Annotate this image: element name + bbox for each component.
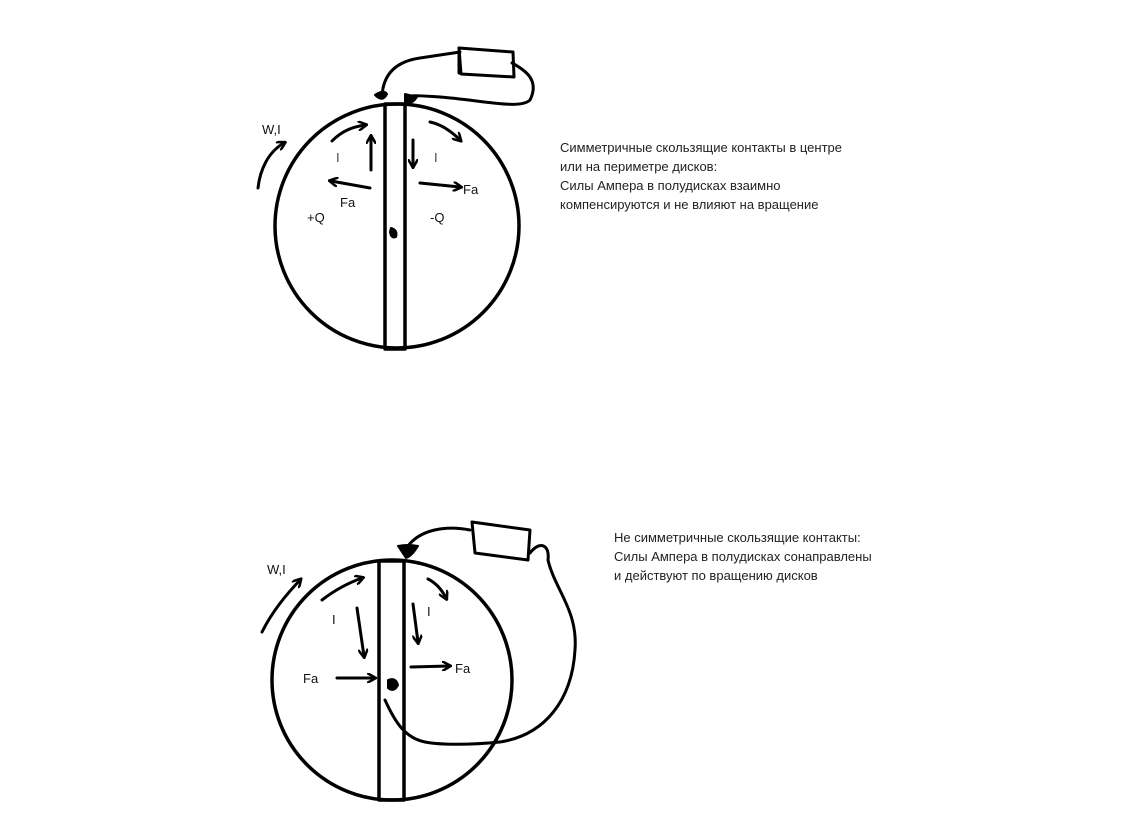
bottom-current-label-right: I bbox=[427, 604, 431, 619]
bottom-power-source bbox=[472, 522, 530, 560]
bottom-note-line: Силы Ампера в полудисках сонаправлены bbox=[614, 549, 872, 564]
bottom-rim-arrow-right bbox=[428, 579, 446, 598]
top-divider-strip bbox=[385, 104, 405, 349]
top-center-contact bbox=[390, 228, 396, 237]
top-charge-label-right: -Q bbox=[430, 210, 445, 225]
top-force-label-right: Fa bbox=[463, 182, 479, 197]
top-disk bbox=[275, 104, 519, 348]
top-current-label-left: I bbox=[336, 150, 340, 165]
top-force-arrow-left bbox=[331, 181, 370, 188]
bottom-diagram bbox=[262, 522, 575, 800]
top-note-line: Силы Ампера в полудисках взаимно bbox=[560, 178, 781, 193]
bottom-note-line: Не симметричные скользящие контакты: bbox=[614, 530, 861, 545]
top-power-source bbox=[459, 48, 514, 77]
bottom-rotation-label: W,I bbox=[267, 562, 286, 577]
top-diagram bbox=[258, 48, 533, 349]
bottom-rim-arrow-left bbox=[322, 578, 362, 600]
bottom-note-line: и действуют по вращению дисков bbox=[614, 568, 818, 583]
bottom-center-contact bbox=[388, 679, 398, 690]
bottom-force-arrow-right bbox=[411, 666, 449, 667]
top-rim-arrow-left bbox=[332, 125, 365, 141]
bottom-current-arrow-left bbox=[357, 608, 364, 656]
top-note-line: или на периметре дисков: bbox=[560, 159, 718, 174]
bottom-current-label-left: I bbox=[332, 612, 336, 627]
top-force-label-left: Fa bbox=[340, 195, 356, 210]
top-note-line: компенсируются и не влияют на вращение bbox=[560, 197, 819, 212]
top-current-label-right: I bbox=[434, 150, 438, 165]
top-force-arrow-right bbox=[420, 183, 460, 187]
bottom-current-arrow-right bbox=[413, 604, 418, 642]
bottom-rotation-arrow bbox=[262, 580, 300, 632]
top-rim-arrow-right bbox=[430, 122, 460, 140]
top-note bbox=[560, 138, 842, 214]
top-note-line: Симметричные скользящие контакты в центре bbox=[560, 140, 843, 155]
top-charge-label-left: +Q bbox=[307, 210, 325, 225]
bottom-force-label-right: Fa bbox=[455, 661, 471, 676]
top-rotation-arrow bbox=[258, 143, 284, 188]
bottom-force-label-left: Fa bbox=[303, 671, 319, 686]
bottom-note bbox=[614, 528, 872, 585]
top-rotation-label: W,I bbox=[262, 122, 281, 137]
